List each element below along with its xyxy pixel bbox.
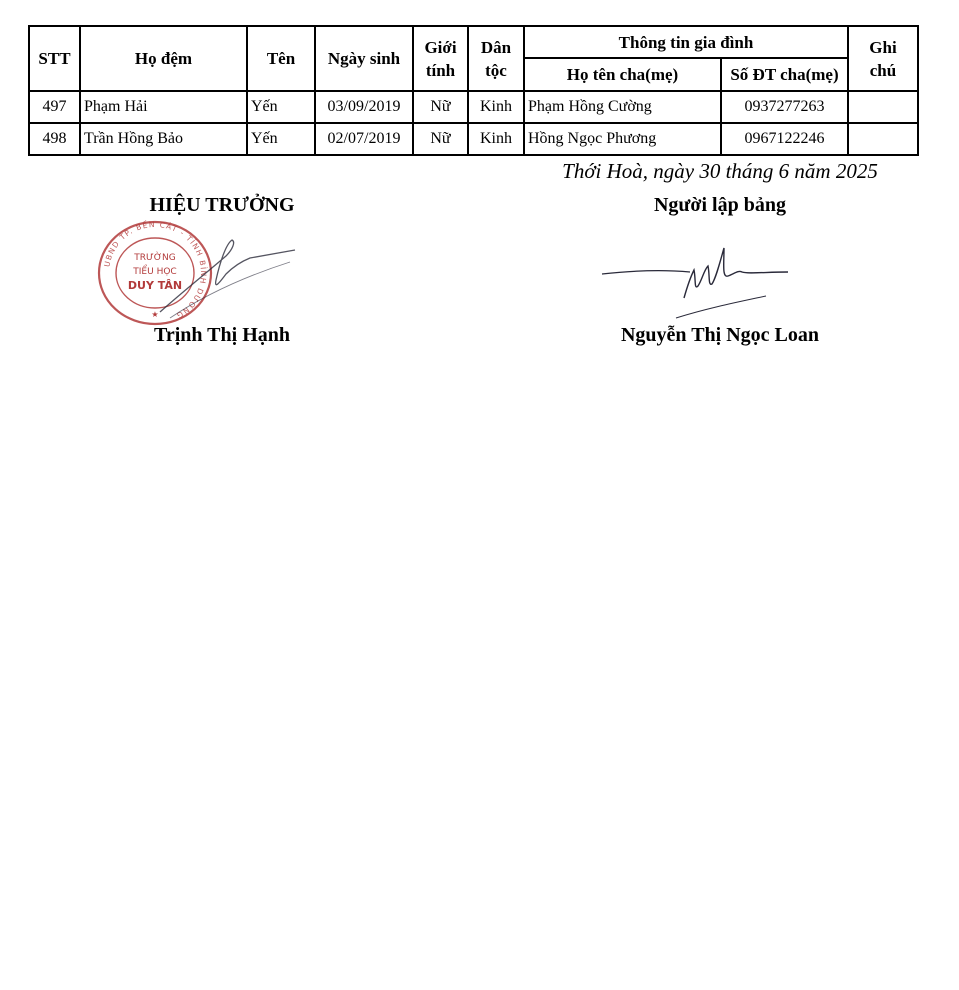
cell-stt: 497 <box>29 91 80 123</box>
header-ghi-chu <box>848 26 918 91</box>
cell-ho-ten-cha-me: Phạm Hồng Cường <box>524 91 721 123</box>
header-gioi-tinh <box>413 26 468 91</box>
stamp-line-1: TRƯỜNG <box>134 253 176 263</box>
stamp-line-3: DUY TÂN <box>127 279 183 292</box>
header-ngay-sinh: Ngày sinh <box>315 26 413 91</box>
cell-ho-ten-cha-me: Hồng Ngọc Phương <box>524 123 721 155</box>
header-gioi-tinh-line2: tính <box>425 60 456 80</box>
cell-ghi-chu <box>848 91 918 123</box>
cell-stt: 498 <box>29 123 80 155</box>
header-ho-ten-cha-me: Họ tên cha(mẹ) <box>524 58 721 91</box>
cell-ho-dem: Trần Hồng Bảo <box>80 123 247 155</box>
table-row <box>29 91 918 123</box>
cell-ngay-sinh: 03/09/2019 <box>315 91 413 123</box>
cell-gioi-tinh: Nữ <box>413 91 468 123</box>
principal-signature <box>150 232 300 322</box>
header-ten: Tên <box>247 26 315 91</box>
header-gioi-tinh-line1: Giới <box>424 37 457 57</box>
principal-title: HIỆU TRƯỞNG <box>149 194 295 216</box>
stamp-line-2: TIỂU HỌC <box>133 267 177 277</box>
student-table <box>28 25 919 156</box>
date-location-line: Thới Hoà, ngày 30 tháng 6 năm 2025 <box>562 159 878 183</box>
preparer-title: Người lập bảng <box>653 194 786 216</box>
header-dan-toc-line2: tộc <box>485 60 507 80</box>
preparer-signature <box>598 240 793 322</box>
cell-so-dt: 0967122246 <box>721 123 848 155</box>
cell-ngay-sinh: 02/07/2019 <box>315 123 413 155</box>
cell-dan-toc: Kinh <box>468 123 524 155</box>
cell-ho-dem: Phạm Hải <box>80 91 247 123</box>
header-ghi-chu-line1: Ghi <box>869 37 897 57</box>
header-dan-toc <box>468 26 524 91</box>
header-ghi-chu-line2: chú <box>869 60 897 80</box>
stamp-ring-text: UBND TP. BẾN CÁT - TỈNH BÌNH DƯƠNG <box>102 219 209 321</box>
preparer-name: Nguyễn Thị Ngọc Loan <box>620 324 819 346</box>
header-stt: STT <box>29 26 80 91</box>
header-ho-dem: Họ đệm <box>80 26 247 91</box>
header-dan-toc-line1: Dân <box>480 37 512 57</box>
cell-ghi-chu <box>848 123 918 155</box>
cell-gioi-tinh: Nữ <box>413 123 468 155</box>
svg-text:★: ★ <box>151 310 159 319</box>
principal-name: Trịnh Thị Hạnh <box>154 324 290 346</box>
cell-ten: Yến <box>247 91 315 123</box>
table-row <box>29 123 918 155</box>
cell-ten: Yến <box>247 123 315 155</box>
cell-so-dt: 0937277263 <box>721 91 848 123</box>
header-so-dt-cha-me: Số ĐT cha(mẹ) <box>721 58 848 91</box>
cell-dan-toc: Kinh <box>468 91 524 123</box>
header-thong-tin-gia-dinh: Thông tin gia đình <box>524 26 848 58</box>
